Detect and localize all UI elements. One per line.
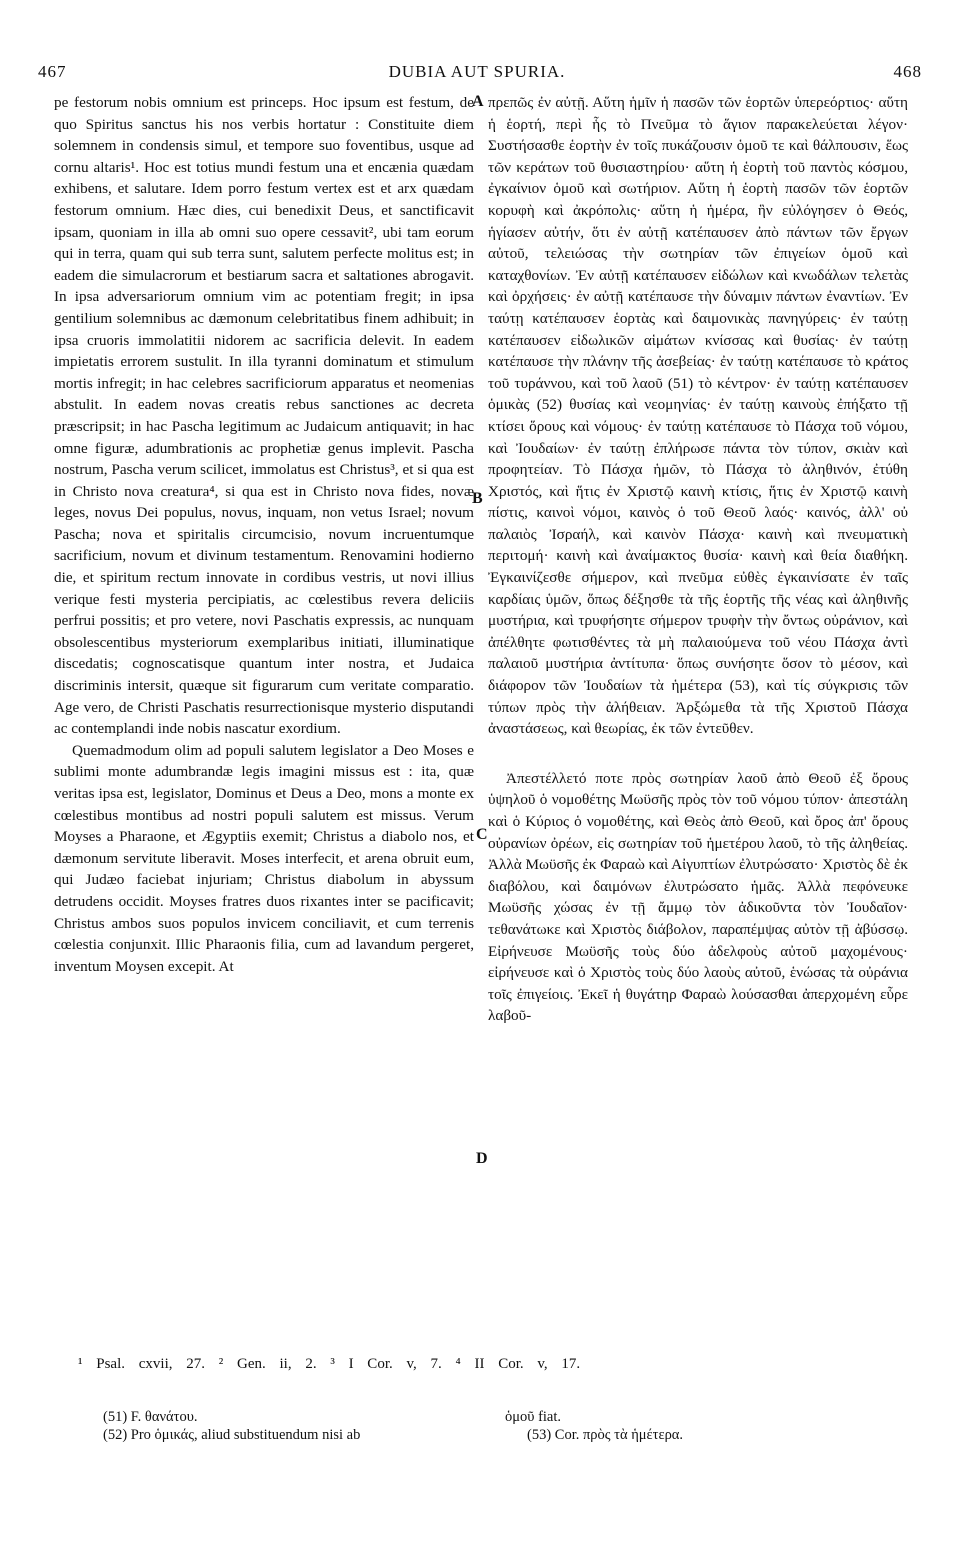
margin-letter-b: B bbox=[472, 490, 483, 507]
variant-note-52-continued: ὁμοῦ fiat. bbox=[505, 1409, 562, 1425]
variant-note-53: (53) Cor. πρὸς τὰ ἡμέτερα. bbox=[527, 1427, 684, 1443]
latin-paragraph-2: Quemadmodum olim ad populi salutem legislator a Deo Moses e sublimi monte adumbrandæ legis imagini missus est : ita, quæ veritas ipsa est, legislator, Dominus et Deus a Deo, mons a monte ex cœlestibus montibus ad nostri populi salutem est missus. Verum Moyses a Pharaone, et Ægyptiis exemit; Christus a diabolo nos, et dæmonum servitute liberavit. Moses interfecit, et arena obruit eum, qui Judæo faciebat injuriam; Christus diabolum in abyssum detrudens occidit. Moyses fratres duos rixantes inter se pacificavit; Christus ambos suos populos invicem conciliavit, et cum terrenis cœlestia conjunxit. Illic Pharaonis filia, cum ad lavandum pergeret, inventum Moysen excepit. At bbox=[54, 741, 474, 975]
latin-paragraph-1: pe festorum nobis omnium est princeps. Hoc ipsum est festum, de quo Spiritus sanctus his nos verbis hortatur : Constituite diem solemnem in condensis simul, et tempore suo foventibus, usque ad cornu altaris¹. Hoc est totius mundi festum una et encænia quædam exhibens, et salutare. Idem porro festum vertex est et arx quædam festorum omnium. Hæc dies, cui benedixit Deus, et sanctificavit ipsam, quoniam in illa ab omni suo opere cessavit², ubi tam eorum qui in terra, quam qui sub terra sunt, salutem perfecte molitus est; in eadem die simulacrorum et bestiarum sacra et saltationes abrogavit. In ipsa adversariorum omnium vim ac potentiam fregit; in ipsa gentilium solemnibus ac dæmonum celebritatibus finem adhibuit; in ipsa cruoris immolatitii nidorem ac sacrificia delevit. In eadem impietatis errorem sustulit. In illa tyranni dominatum et stimulum mortis infregit; in hac celebres sacrificiorum apparatus et neomenias abstulit. In eadem novas creatis rebus sanctiones ac decreta præscripsit; in hac Pascha legitimum ac Judaicum antiquavit; in hac omne figuræ, adumbrationis ac prophetiæ genus implevit. Pascha nostrum, Pascha verum scilicet, immolatus est Christus³, et si qua est in Christo nova creatura⁴, si qua est in Christo nova fides, novæ leges, novus Dei populus, novus, inquam, non vetus Israel; novum Pascha; nova et spiritalis circumcisio, novum incruentumque sacrificium, novum et divinum testamentum. Renovamini hodierno die, et spiritum rectum innovate in cordibus vestris, ut novi illius verique festi mysteria percipiatis, ac cœlestibus revera deliciis perfrui possitis; et pro vetere, novi Paschatis expressis, ac nunquam obsolescentibus mysteriorum exemplaribus initiati, illuminatique discedatis; cognoscatisque quantum inter nostra, et Judaica discriminis intersit, quæque sit figurarum cum veritate comparatio. Age vero, de Christi Paschatis resurrectionisque mysterio disputandi ac contemplandi inde nobis nascatur exordium. bbox=[54, 94, 474, 738]
greek-column bbox=[488, 92, 908, 1027]
margin-letter-d: D bbox=[476, 1150, 488, 1167]
greek-paragraph-1: πρεπῶς ἐν αὐτῇ. Αὕτη ἡμῖν ἡ πασῶν τῶν ἑορτῶν ὑπερεόρτιος· αὕτη ἡ ἑορτή, περὶ ἧς τὸ Πνεῦμα τὸ ἅγιον παρακελεύεται λέγον· Συστήσασθε ἑορτὴν ἐν τοῖς πυκάζουσιν ὁμοῦ τε καὶ θάλπουσιν, ἕως τῶν κεράτων τοῦ θυσιαστηρίου· αὕτη ἡ ἑορτὴ τοῦ παντὸς κόσμου, ἐγκαίνιον ὁμοῦ καὶ σωτήριον. Αὕτη ἡ ἑορτὴ πασῶν τῶν ἑορτῶν κορυφὴ καὶ ἀκρόπολις· αὕτη ἡ ἡμέρα, ἣν εὐλόγησεν ὁ Θεός, ἡγίασεν αὐτήν, ὅτι ἐν αὐτῇ κατέπαυσεν ἀπὸ πάντων τῶν ἔργων αὐτοῦ, τελειώσας τὴν σωτηρίαν τῶν ἐπιγείων ὁμοῦ καὶ καταχθονίων. Ἐν αὐτῇ κατέπαυσεν εἰδώλων καὶ κνωδάλων τελετὰς καὶ ὀρχήσεις· ἐν αὐτῇ κατέπαυσε τὴν δύναμιν πάντων ἐναντίων. Ἐν ταύτῃ κατέπαυσεν ἑορτὰς καὶ δαιμονικὰς πανηγύρεις· ἐν ταύτῃ κατέπαυσεν εἰδωλικῶν αἱμάτων κνίσσας καὶ θυσίας· ἐν ταύτῃ κατέπαυσε τὴν πλάνην τῆς ἀσεβείας· ἐν ταύτῃ κατέπαυσε τὸ κράτος τοῦ τυράννου, καὶ τοῦ λαοῦ (51) τὸ κέντρον· ἐν ταύτῃ κατέπαυσεν ὁμικὰς (52) θυσίας καὶ νεομηνίας· ἐν ταύτῃ καινοὺς ἐπήξατο τῇ κτίσει ὅρους καὶ νόμους· ἐν ταύτῃ κατέπαυσε τὸ Πάσχα τοῦ νόμου, καὶ Ἰουδαίων· ἐν ταύτῃ ἐπλήρωσε πάντα τὸν τύπον, σκιὰν καὶ προφητείαν. Τὸ Πάσχα ἡμῶν, τὸ Πάσχα τὸ ἀληθινόν, ἐτύθη Χριστός, καὶ ἥτις ἐν Χριστῷ καινὴ κτίσις, ἥτις ἐν Χριστῷ καινὴ πίστις, καινοὶ νόμοι, καινὸς ὁ τοῦ Θεοῦ λαός· καινός, ἀλλ' οὐ παλαιὸς Ἰσραήλ, καὶ καινὸν Πάσχα· καινὴ καὶ πνευματικὴ περιτομή· καινὴ καὶ ἀναίμακτος θυσία· καινὴ καὶ θεία διαθήκη. Ἐγκαινίζεσθε σήμερον, καὶ πνεῦμα εὐθὲς ἐγκαινίσατε ἐν ταῖς καρδίαις ὑμῶν, ὅπως δέξησθε τὰ τῆς ἑορτῆς τῆς νέας καὶ ἀληθινῆς μυστήρια, καὶ τρυφήσητε σήμερον τρυφὴν τὴν ὄντως οὐράνιον, καὶ ἀπέλθητε φωτισθέντες τὰ μὴ παλαιούμενα τοῦ νέου Πάσχα ἀντὶ παλαιοῦ μυστήρια ἀντίτυπα· ὅπως συνήσητε ὅσον τὸ μέσον, καὶ διάφορον τῶν Ἰουδαίων τὰ ἡμέτερα (53), καὶ τίς σύγκρισις τῶν τύπων πρὸς τὴν ἀλήθειαν. Ἀρξώμεθα τὰ τῆς Χριστοῦ Πάσχα ἀναστάσεως, καὶ θεωρίας, ἐκ τῶν ἐντεῦθεν. bbox=[488, 94, 908, 738]
latin-column bbox=[54, 92, 474, 977]
scripture-footnotes: ¹ Psal. cxvii, 27. ² Gen. ii, 2. ³ I Cor. v, 7. ⁴ II Cor. v, 17. bbox=[78, 1356, 581, 1372]
variant-notes-right bbox=[505, 1408, 905, 1444]
variant-note-52: (52) Pro ὁμικάς, aliud substituendum nisi ab bbox=[103, 1427, 361, 1443]
variant-notes-left bbox=[103, 1408, 483, 1444]
page-number-right: 468 bbox=[893, 62, 922, 81]
variant-note-51: (51) F. θανάτου. bbox=[103, 1409, 198, 1425]
running-title: DUBIA AUT SPURIA. bbox=[388, 62, 566, 81]
greek-paragraph-2: Ἀπεστέλλετό ποτε πρὸς σωτηρίαν λαοῦ ἀπὸ Θεοῦ ἐξ ὄρους ὑψηλοῦ ὁ νομοθέτης Μωϋσῆς πρὸς τὸν τοῦ νόμου τύπον· ἀπεστάλη καὶ ὁ Κύριος ὁ νομοθέτης, καὶ Θεὸς ἀπὸ Θεοῦ, καὶ ὄρος ἀπ' ὄρους οὐρανίων ὀρέων, εἰς σωτηρίαν τοῦ ἡμετέρου λαοῦ, τὸ τῆς ἀληθείας. Ἀλλὰ Μωϋσῆς ἐκ Φαραὼ καὶ Αἰγυπτίων ἐλυτρώσατο· Χριστὸς δὲ ἐκ διαβόλου, καὶ δαιμόνων ἐλυτρώσατο ἡμᾶς. Ἀλλὰ πεφόνευκε Μωϋσῆς χώσας ἐν τῇ ἄμμῳ τὸν ἀδικοῦντα τὸν Ἰουδαῖον· τεθανάτωκε καὶ Χριστὸς διάβολον, παραπέμψας αὐτὸν τῇ ἀβύσσῳ. Εἰρήνευσε Μωϋσῆς τοὺς δύο ἀδελφοὺς αὐτοῦ μαχομένους· εἰρήνευσε καὶ ὁ Χριστὸς τοὺς δύο λαοὺς αὐτοῦ, ἑνώσας τὰ οὐράνια τοῖς ἐπιγείοις. Ἐκεῖ ἡ θυγάτηρ Φαραὼ λούσασθαι ἀπερχομένη εὗρε λαβοῦ- bbox=[488, 769, 908, 1025]
margin-letter-a: A bbox=[472, 93, 484, 110]
margin-letter-c: C bbox=[476, 826, 488, 843]
page-number-left: 467 bbox=[38, 62, 67, 81]
